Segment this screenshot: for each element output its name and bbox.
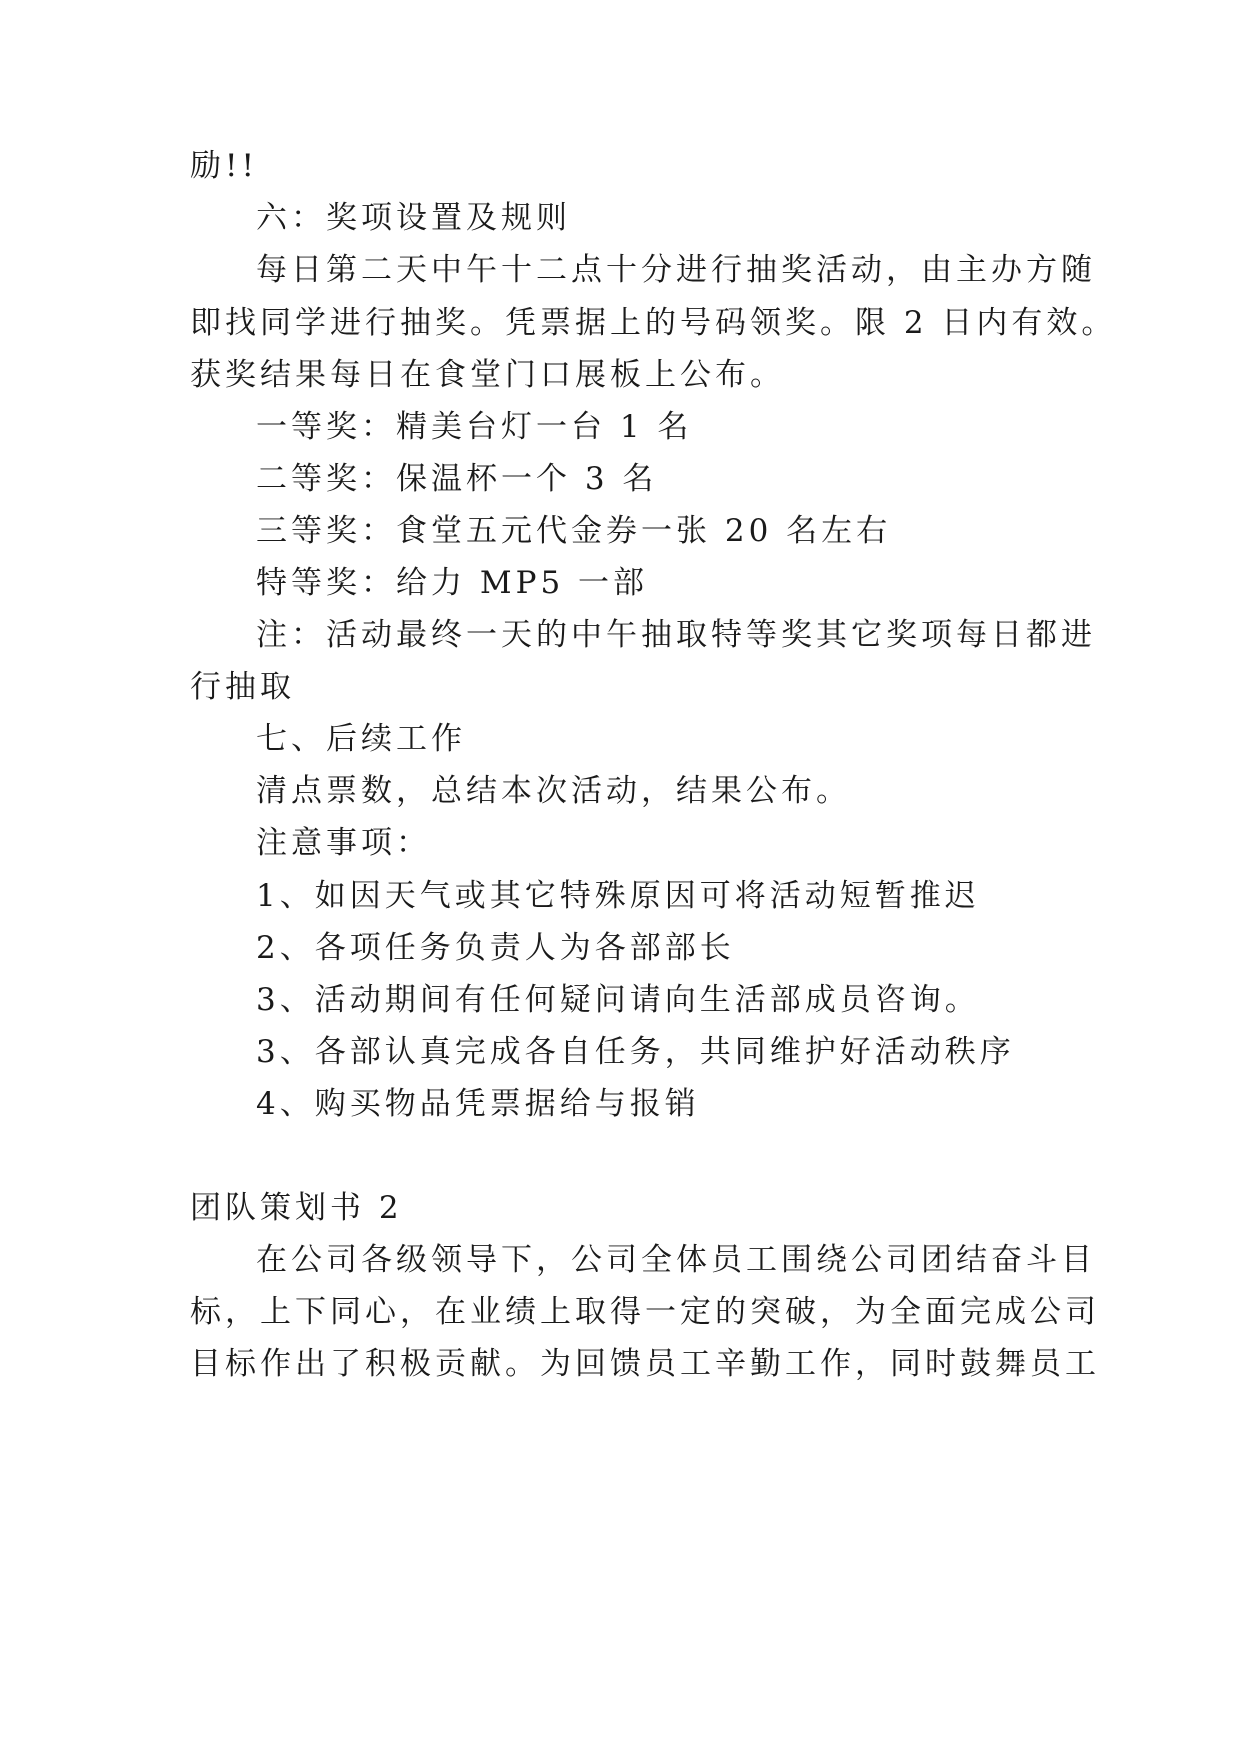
text-line: 在公司各级领导下，公司全体员工围绕公司团结奋斗目 [256,1242,1096,1278]
prize-item: 一等奖：精美台灯一台 1 名 [256,409,693,445]
prize-item: 二等奖：保温杯一个 3 名 [256,461,658,497]
list-item: 3、各部认真完成各自任务，共同维护好活动秩序 [256,1034,1015,1070]
note-line: 注：活动最终一天的中午抽取特等奖其它奖项每日都进 [256,617,1096,653]
text-line: 即找同学进行抽奖。凭票据上的号码领奖。限 2 日内有效。 [190,305,1117,341]
list-item: 1、如因天气或其它特殊原因可将活动短暂推迟 [256,878,980,914]
note-line: 行抽取 [190,669,295,705]
text-line: 每日第二天中午十二点十分进行抽奖活动，由主办方随 [256,252,1096,288]
section-heading: 注意事项： [256,825,431,861]
text-line: 标，上下同心，在业绩上取得一定的突破，为全面完成公司 [190,1294,1100,1330]
text-line: 目标作出了积极贡献。为回馈员工辛勤工作，同时鼓舞员工 [190,1346,1100,1382]
list-item: 4、购买物品凭票据给与报销 [256,1086,700,1122]
text-line: 清点票数，总结本次活动，结果公布。 [256,773,851,809]
prize-item: 三等奖：食堂五元代金券一张 20 名左右 [256,513,892,549]
list-item: 3、活动期间有任何疑问请向生活部成员咨询。 [256,982,980,1018]
prize-item: 特等奖：给力 MP5 一部 [256,565,649,601]
list-item: 2、各项任务负责人为各部部长 [256,930,735,966]
text-line: 励!! [190,148,258,184]
section-heading: 六：奖项设置及规则 [256,200,571,236]
text-line: 获奖结果每日在食堂门口展板上公布。 [190,357,785,393]
section-heading: 七、后续工作 [256,721,466,757]
document-title: 团队策划书 2 [190,1190,403,1226]
